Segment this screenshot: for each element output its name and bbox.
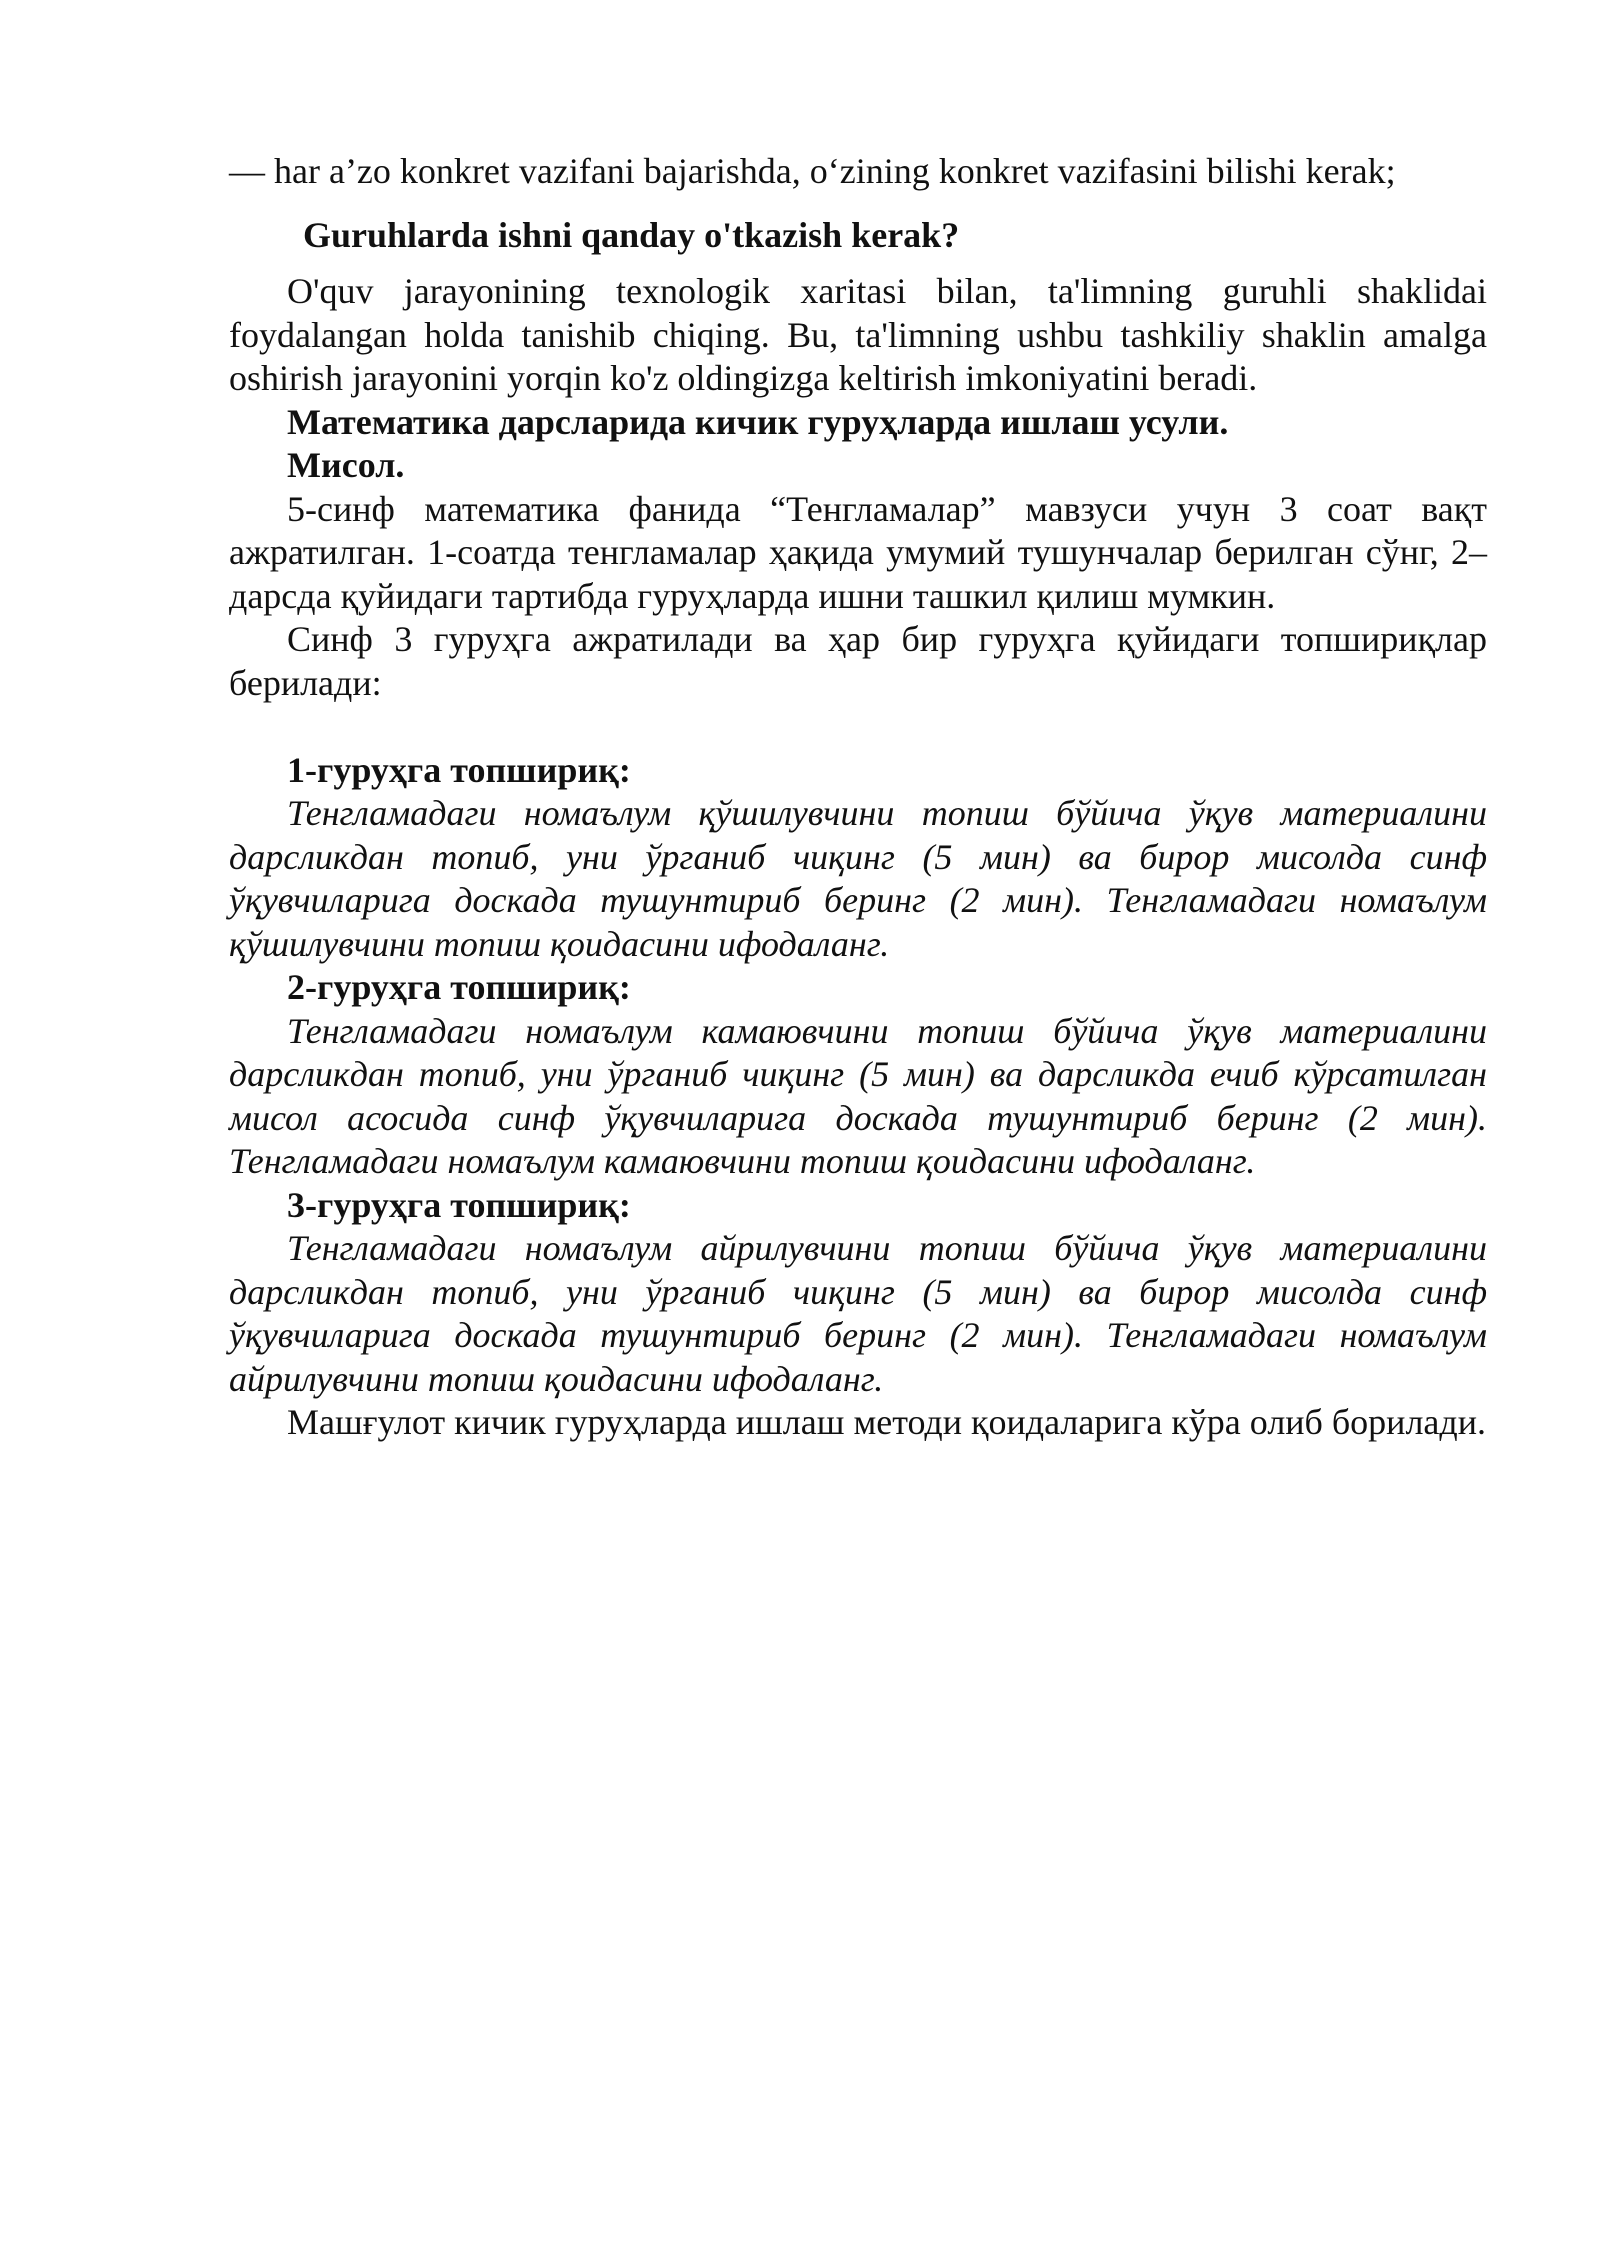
paragraph-intro: 5-синф математика фанида “Тенгламалар” мавзуси учун 3 соат вақт ажратилган. 1-соатда тенгламалар ҳақида умумий тушунчалар берилган сўнг, 2– дарсда қуйидаги тартибда гуруҳларда ишни ташкил қилиш мумкин. <box>229 488 1487 616</box>
section-heading-groups: Guruhlarda ishni qanday o'tkazish kerak? <box>303 214 960 255</box>
paragraph-class-groups: Синф 3 гуруҳга ажратилади ва ҳар бир гуруҳга қуйидаги топшириқлар берилади: <box>229 619 1487 703</box>
group1-title: 1-гуруҳга топшириқ: <box>287 749 631 790</box>
paragraph-closing: Машғулот кичик гуруҳларда ишлаш методи қоидаларига кўра олиб борилади. <box>287 1402 1486 1442</box>
group3-task: Тенгламадаги номаълум айрилувчини топиш бўйича ўқув материалини дарсликдан топиб, уни ўрганиб чиқинг (5 мин) ва бирор мисолда синф ўқувчиларига доскада тушунтириб беринг (2 мин). Тенгламадаги номаълум айрилувчини топиш қоидасини ифодаланг. <box>229 1228 1487 1399</box>
list-item-dash: — har a’zo konkret vazifani bajarishda, oʻzining konkret vazifasini bilishi kerak; <box>229 151 1396 191</box>
group1-task: Тенгламадаги номаълум қўшилувчини топиш бўйича ўқув материалини дарсликдан топиб, уни ўрганиб чиқинг (5 мин) ва бирор мисолда синф ўқувчиларига доскада тушунтириб беринг (2 мин). Тенгламадаги номаълум қўшилувчини топиш қоидасини ифодаланг. <box>229 793 1487 964</box>
blank-line <box>229 705 1487 749</box>
group3-title: 3-гуруҳга топшириқ: <box>287 1184 631 1225</box>
section-heading-math: Математика дарсларида кичик гуруҳларда ишлаш усули. <box>287 401 1229 442</box>
document-page <box>229 150 1487 1445</box>
group2-title: 2-гуруҳга топшириқ: <box>287 967 631 1007</box>
paragraph-technology-map: O'quv jarayonining texnologik xaritasi bilan, ta'limning guruhli shaklidai foydalangan holda tanishib chiqing. Bu, ta'limning ushbu tashkiliy shaklin amalga oshirish jarayonini yorqin ko'z oldingizga keltirish imkoniyatini beradi. <box>229 271 1487 398</box>
group2-task: Тенгламадаги номаълум камаювчини топиш бўйича ўқув материалини дарсликдан топиб, уни ўрганиб чиқинг (5 мин) ва дарсликда ечиб кўрсатилган мисол асосида синф ўқувчиларига доскада тушунтириб беринг (2 мин). Тенгламадаги номаълум камаювчини топиш қоидасини ифодаланг. <box>229 1010 1487 1181</box>
example-heading: Мисол. <box>287 445 405 485</box>
